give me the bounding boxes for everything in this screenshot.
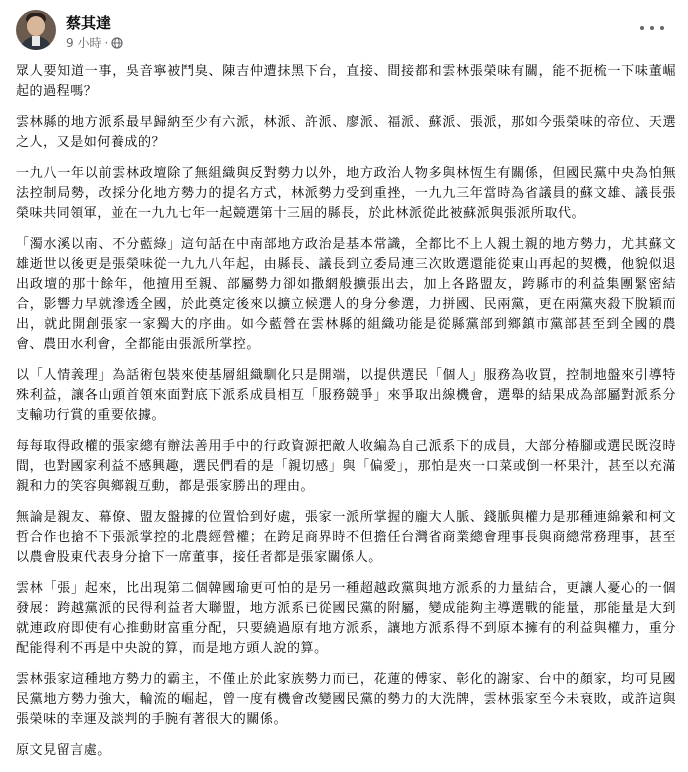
- more-options-icon[interactable]: [640, 20, 664, 36]
- post-paragraph: 以「人情義理」為話術包裝來使基層組織馴化只是開端，以提供選民「個人」服務為收買，控制地盤來引導特殊利益，讓各山頭首領來面對底下派系成員相互「服務競爭」來爭取出線機會，選舉的結果成為部屬對派系分支輸功行賞的重要依據。: [16, 368, 676, 423]
- post-header: [16, 10, 672, 54]
- post-timestamp[interactable]: 9 小時: [66, 36, 102, 50]
- post-body: [16, 62, 676, 772]
- post-paragraph: 無論是親友、幕僚、盟友盤據的位置恰到好處，張家一派所掌握的龐大人脈、錢脈與權力是那種連綿縈和柯文哲合作也搶不下張派掌控的北農經營權；在跨足商界時不但擔任台灣省商業總會理事長與商總常務理事，甚至以農會股東代表身分搶下一席董事，接任者都是張家關係人。: [16, 510, 676, 565]
- post-paragraph: 一九八一年以前雲林政壇除了無組織與反對勢力以外，地方政治人物多與林恆生有關係，但國民黨中央為怕無法控制局勢，改採分化地方勢力的提名方式，林派勢力受到重挫，一九九三年當時為省議員的蘇文雄、議長張榮味共同領軍，並在一九九七年一起競選第十三屆的縣長，於此林派從此被蘇派與張派所取代。: [16, 166, 676, 221]
- post-paragraph: 雲林張家這種地方勢力的霸主，不僅止於此家族勢力而已，花蓮的傅家、彰化的謝家、台中的顏家，均可見國民黨地方勢力強大，輪流的崛起，曾一度有機會改變國民黨的勢力的大洗牌，雲林張家至今未衰敗，或許這與張榮味的幸運及談判的手腕有著很大的關係。: [16, 672, 676, 727]
- post-paragraph: 雲林「張」起來，比出現第二個韓國瑜更可怕的是另一種超越政黨與地方派系的力量結合，更讓人憂心的一個發展：跨越黨派的民得利益者大聯盟，地方派系已從國民黨的附屬，變成能夠主導選戰的能量，那能量是大到就連政府即使有心推動財富重分配，只要繞過原有地方派系，讓地方派系得不到原本擁有的利益與權力，重分配能得利不再是中央說的算，而是地方頭人說的算。: [16, 581, 676, 656]
- author-name[interactable]: 蔡其達: [66, 14, 112, 32]
- meta-separator: ·: [104, 35, 109, 50]
- post-meta: [66, 34, 123, 51]
- post-paragraph: 每每取得政權的張家總有辦法善用手中的行政資源把敵人收編為自己派系下的成員，大部分椿腳或選民既沒時間，也對國家利益不感興趣，選民們看的是「親切感」與「偏愛」，那怕是夾一口菜或倒一杯果汁，甚至以充滿親和力的笑容與鄉親互動，都是張家勝出的理由。: [16, 439, 676, 494]
- post-paragraph: 眾人要知道一事，吳音寧被鬥臭、陳吉仲遭抹黑下台，直接、間接都和雲林張榮味有關，能不扼梳一下味董崛起的過程嗎？: [16, 64, 676, 99]
- post-paragraph: 「濁水溪以南、不分藍綠」這句話在中南部地方政治是基本常識，全都比不上人親土親的地方勢力，尤其蘇文雄逝世以後更是張榮味從一九九八年起，由縣長、議長到立委局連三次敗選還能從東山再起的契機，他貌似退出政壇的那十餘年，他擅用至親、部屬勢力卻如撒網般擴張出去，加上各路盟友，跨縣市的利益集團緊密結合，影響力早就滲透全國，於此奠定後來以擴立候選人的身分參選，力拼國、民兩黨，更在兩黨夾殺下脫穎而出，就此開創張家一家獨大的序曲。如今藍營在雲林縣的組織功能是從縣黨部到鄉鎮市黨部甚至到全國的農會、農田水利會，全都能由張派所掌控。: [16, 237, 676, 352]
- post-paragraph: 原文見留言處。: [16, 743, 111, 758]
- post-paragraph: 雲林縣的地方派系最早歸納至少有六派，林派、許派、廖派、福派、蘇派、張派，那如今張榮味的帝位、天選之人，又是如何養成的？: [16, 115, 676, 150]
- avatar[interactable]: [16, 10, 56, 50]
- globe-icon: [111, 37, 123, 49]
